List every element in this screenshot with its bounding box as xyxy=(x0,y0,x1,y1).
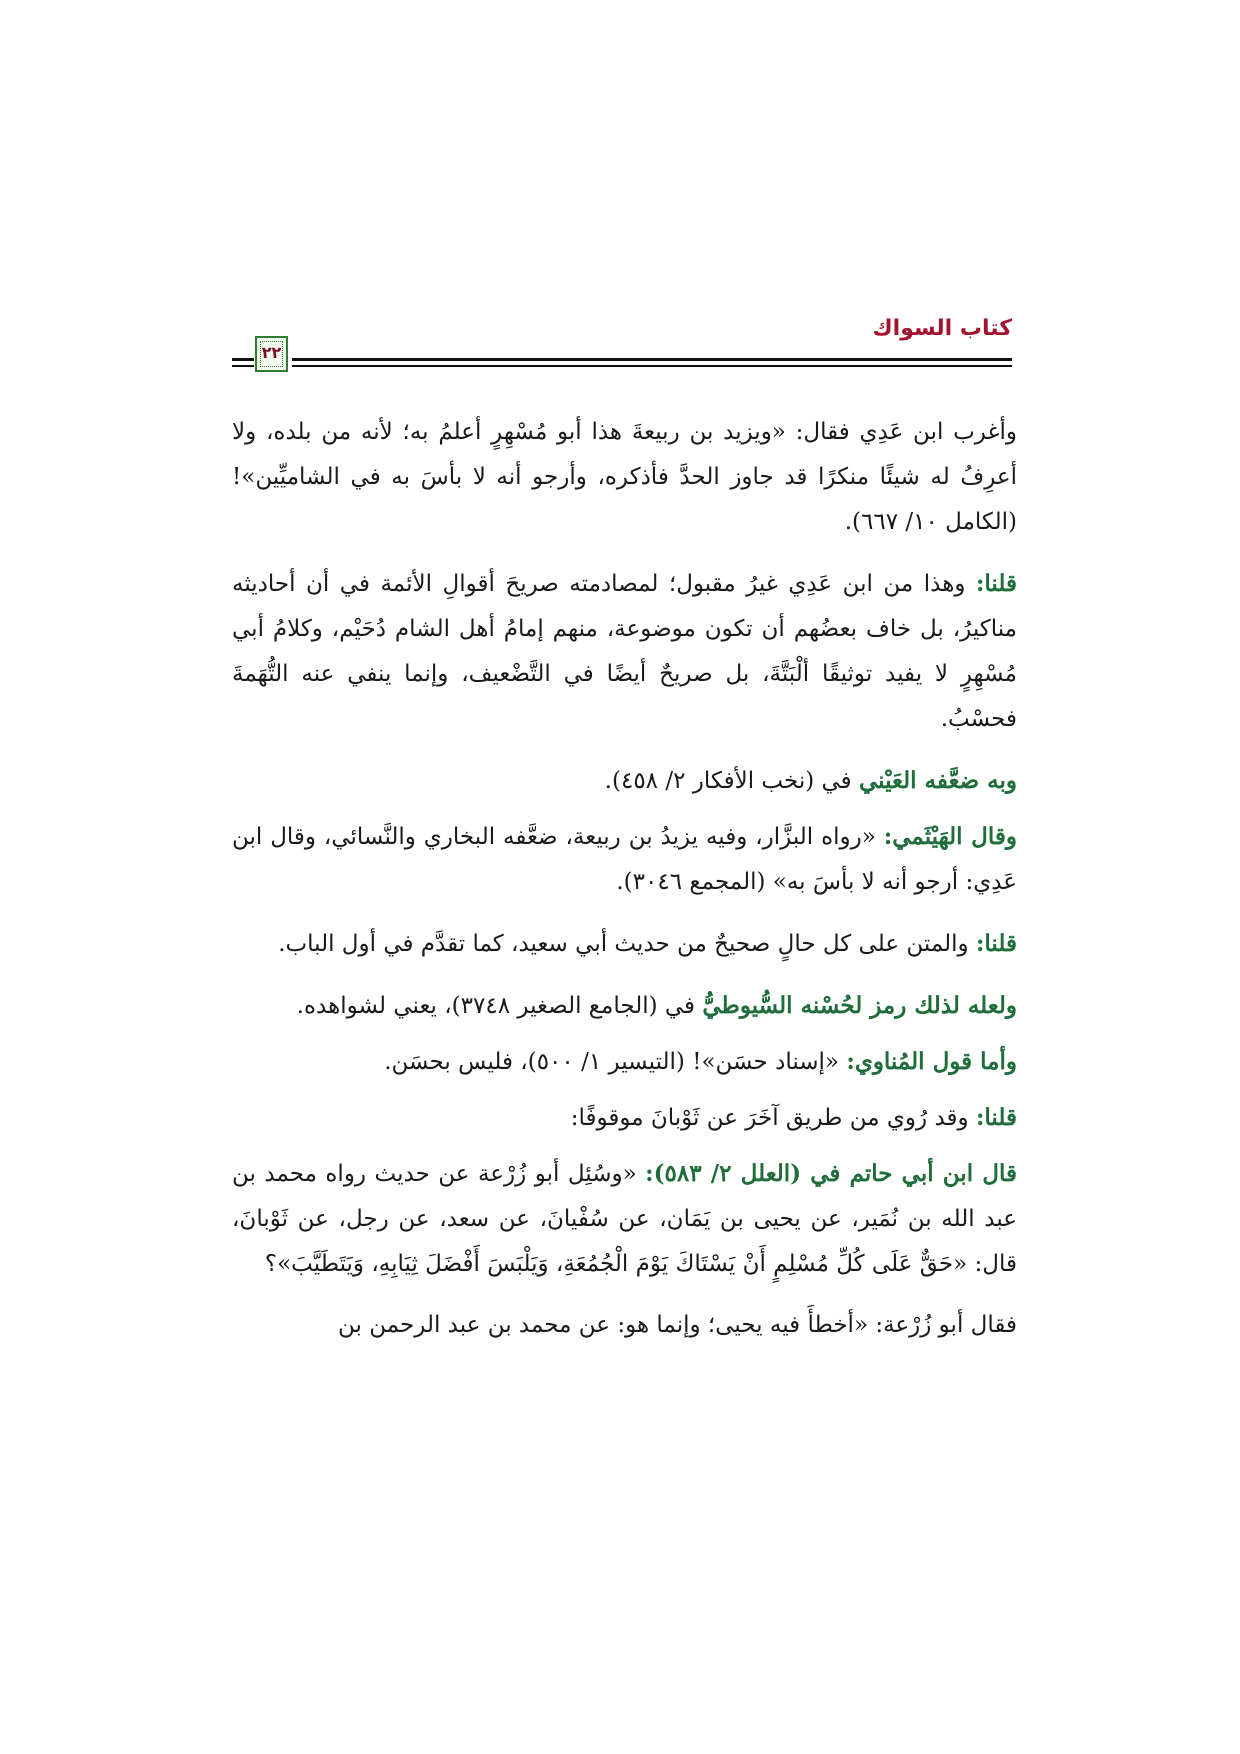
book-title: كتاب السواك xyxy=(872,316,1012,341)
paragraph-text: وهذا من ابن عَدِي غيرُ مقبول؛ لمصادمته صريحَ أقوالِ الأئمة في أن أحاديثه مناكيرُ، بل خاف بعضُهم أن تكون موضوعة، منهم إمامُ أهل الشام دُحَيْم، وكلامُ أبي مُسْهِرٍ لا يفيد توثيقًا ألْبَتَّةَ، بل صريحٌ أيضًا في التَّضْعيف، وإنما ينفي عنه التُّهَمةَ فحسْبُ. xyxy=(232,571,1017,732)
paragraph-1 xyxy=(232,410,1017,545)
paragraph-text: في (نخب الأفكار ٢/ ٤٥٨). xyxy=(604,768,859,794)
paragraph-3 xyxy=(232,758,1017,804)
paragraph-lead: قلنا: xyxy=(975,930,1017,957)
header-rule-top xyxy=(292,358,1012,361)
paragraph-text: فقال أبو زُرْعة: «أخطأَ فيه يحيى؛ وإنما هو: عن محمد بن عبد الرحمن بن xyxy=(338,1312,1017,1338)
header-rule-left-top xyxy=(232,358,254,361)
paragraph-5 xyxy=(232,921,1017,967)
paragraph-6 xyxy=(232,983,1017,1029)
header-rule-left-bottom xyxy=(232,365,254,367)
paragraph-lead: قلنا: xyxy=(975,1104,1017,1131)
paragraph-lead: وقال الهَيْثَمي: xyxy=(883,823,1017,850)
page-header xyxy=(232,316,1012,378)
paragraph-text: وأغرب ابن عَدِي فقال: «ويزيد بن ربيعةَ هذا أبو مُسْهِرٍ أعلمُ به؛ لأنه من بلده، ولا أعرِفُ له شيئًا منكرًا قد جاوز الحدَّ فأذكره، وأرجو أنه لا بأسَ به في الشاميِّين»! (الكامل ١٠/ ٦٦٧). xyxy=(232,419,1017,535)
paragraph-2 xyxy=(232,561,1017,742)
paragraph-8 xyxy=(232,1095,1017,1141)
paragraph-text: وقد رُوي من طريق آخَرَ عن ثَوْبانَ موقوفًا: xyxy=(570,1105,976,1131)
paragraph-9 xyxy=(232,1151,1017,1287)
paragraph-7 xyxy=(232,1039,1017,1085)
paragraph-text: في (الجامع الصغير ٣٧٤٨)، يعني لشواهده. xyxy=(296,993,703,1019)
paragraph-text: والمتن على كل حالٍ صحيحٌ من حديث أبي سعيد، كما تقدَّم في أول الباب. xyxy=(278,931,976,957)
paragraph-lead: ولعله لذلك رمز لحُسْنه السُّيوطيُّ xyxy=(702,992,1017,1019)
paragraph-lead: قال ابن أبي حاتم في (العلل ٢/ ٥٨٣): xyxy=(645,1160,1017,1187)
page-body xyxy=(232,410,1017,1364)
header-rule-bottom xyxy=(292,365,1012,367)
page-number: ٢٢ xyxy=(261,343,282,362)
paragraph-lead: وبه ضعَّفه العَيْني xyxy=(859,767,1017,794)
page-number-frame xyxy=(255,336,288,372)
paragraph-text: «إسناد حسَن»! (التيسير ١/ ٥٠٠)، فليس بحسَن. xyxy=(384,1049,847,1075)
paragraph-4 xyxy=(232,814,1017,905)
paragraph-text: «رواه البزَّار، وفيه يزيدُ بن ربيعة، ضعَّفه البخاري والنَّسائي، وقال ابن عَدِي: أرجو أنه لا بأسَ به» (المجمع ٣٠٤٦). xyxy=(232,824,1017,895)
paragraph-lead: وأما قول المُناوي: xyxy=(846,1048,1017,1075)
paragraph-10 xyxy=(232,1303,1017,1348)
paragraph-lead: قلنا: xyxy=(975,570,1017,597)
paragraph-text: «وسُئِل أبو زُرْعة عن حديث رواه محمد بن عبد الله بن نُمَير، عن يحيى بن يَمَان، عن سُفْيانَ، عن سعد، عن رجل، عن ثَوْبانَ، قال: «حَقٌّ عَلَى كُلِّ مُسْلِمٍ أَنْ يَسْتَاكَ يَوْمَ الْجُمُعَةِ، وَيَلْبَسَ أَفْضَلَ ثِيَابِهِ، وَيَتَطَيَّبَ»؟ xyxy=(232,1161,1017,1277)
